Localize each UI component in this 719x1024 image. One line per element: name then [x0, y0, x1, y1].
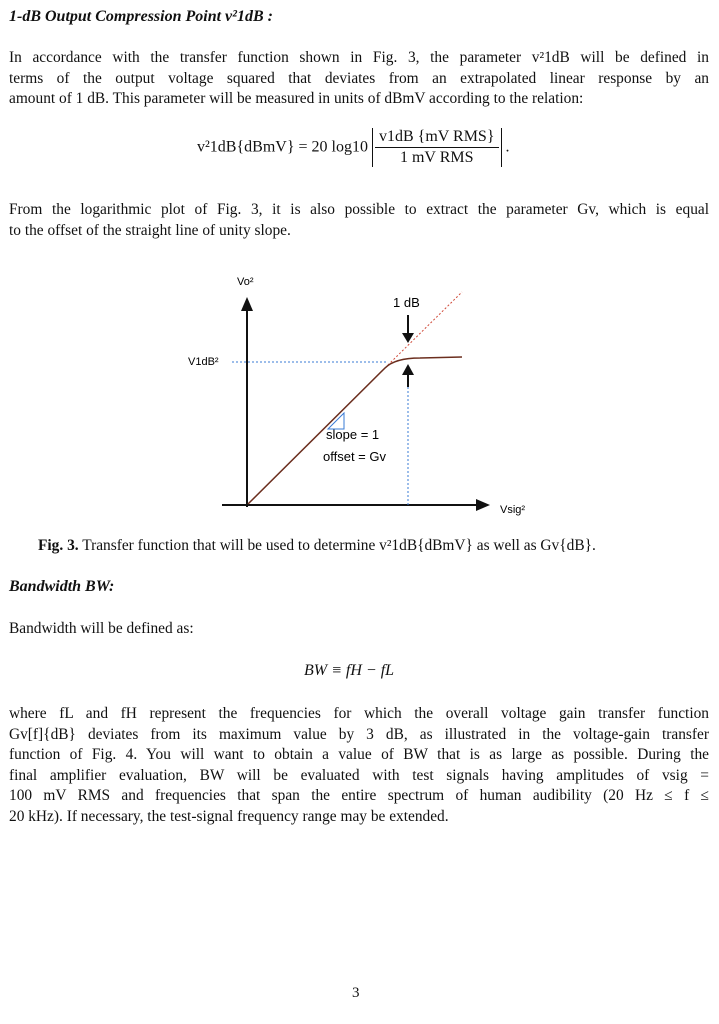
transfer-function-figure	[0, 255, 719, 555]
text-line: to the offset of the straight line of unity slope.	[9, 221, 291, 239]
equation-bandwidth	[304, 662, 394, 680]
equation-numerator: v1dB {mV RMS}	[375, 128, 499, 148]
text-line: In accordance with the transfer function shown in Fig. 3, the parameter v²1dB will be defined in	[9, 49, 709, 66]
section-heading-1db-compression	[9, 8, 273, 26]
one-db-label: 1 dB	[393, 295, 420, 310]
slope-label: slope = 1	[326, 427, 380, 442]
equation-absolute-value	[372, 128, 502, 167]
x-axis-label: Vsig²	[500, 504, 526, 516]
equation-bw-text: BW ≡ fH − fL	[304, 662, 395, 679]
equation-fraction	[375, 128, 499, 167]
figure-caption	[38, 537, 596, 555]
paragraph-gain-offset	[9, 200, 709, 241]
equation-period: .	[505, 138, 510, 156]
v1db-label: V1dB²	[188, 356, 219, 368]
y-axis-label: Vo²	[237, 276, 254, 288]
equation-denominator: 1 mV RMS	[399, 149, 474, 166]
text-line: function of Fig. 4. You will want to obtain a value of BW that is as large as possible. During the	[9, 746, 709, 764]
text-line: Gv[f]{dB} deviates from its maximum value by 3 dB, as illustrated in the voltage-gain transfer	[9, 725, 709, 743]
text-line: amount of 1 dB. This parameter will be measured in units of dBmV according to the relation:	[9, 90, 584, 108]
y-axis-arrow-icon	[241, 297, 253, 311]
text-line: Bandwidth will be defined as:	[9, 620, 194, 637]
text-line: where fL and fH represent the frequencies for which the overall voltage gain transfer function	[9, 705, 709, 722]
x-axis-arrow-icon	[476, 499, 490, 511]
up-arrow-icon	[402, 364, 414, 375]
bandwidth-intro	[9, 619, 709, 640]
heading-text: Bandwidth BW:	[9, 578, 115, 595]
text-line: 100 mV RMS and frequencies that span the entire spectrum of human audibility (20 Hz ≤ f ≤	[9, 787, 709, 805]
text-line: terms of the output voltage squared that deviates from an extrapolated linear response by an	[9, 69, 709, 87]
caption-label: Fig. 3.	[38, 537, 79, 554]
text-line: From the logarithmic plot of Fig. 3, it is also possible to extract the parameter Gv, which is equal	[9, 201, 709, 218]
heading-text: 1-dB Output Compression Point v²1dB :	[9, 8, 273, 25]
offset-label: offset = Gv	[323, 449, 386, 464]
caption-text: Transfer function that will be used to determine v²1dB{dBmV} as well as Gv{dB}.	[82, 537, 596, 554]
text-line: final amplifier evaluation, BW will be evaluated with test signals having amplitudes of vsig =	[9, 766, 709, 784]
section-heading-bandwidth	[9, 578, 114, 596]
paragraph-compression-definition	[9, 48, 709, 110]
paragraph-bandwidth-definition	[9, 704, 709, 828]
equation-v1db	[197, 128, 510, 167]
text-line: 20 kHz). If necessary, the test-signal frequency range may be extended.	[9, 807, 449, 825]
page-number: 3	[352, 985, 360, 1001]
equation-lhs: v²1dB{dBmV} = 20 log10	[197, 138, 368, 156]
